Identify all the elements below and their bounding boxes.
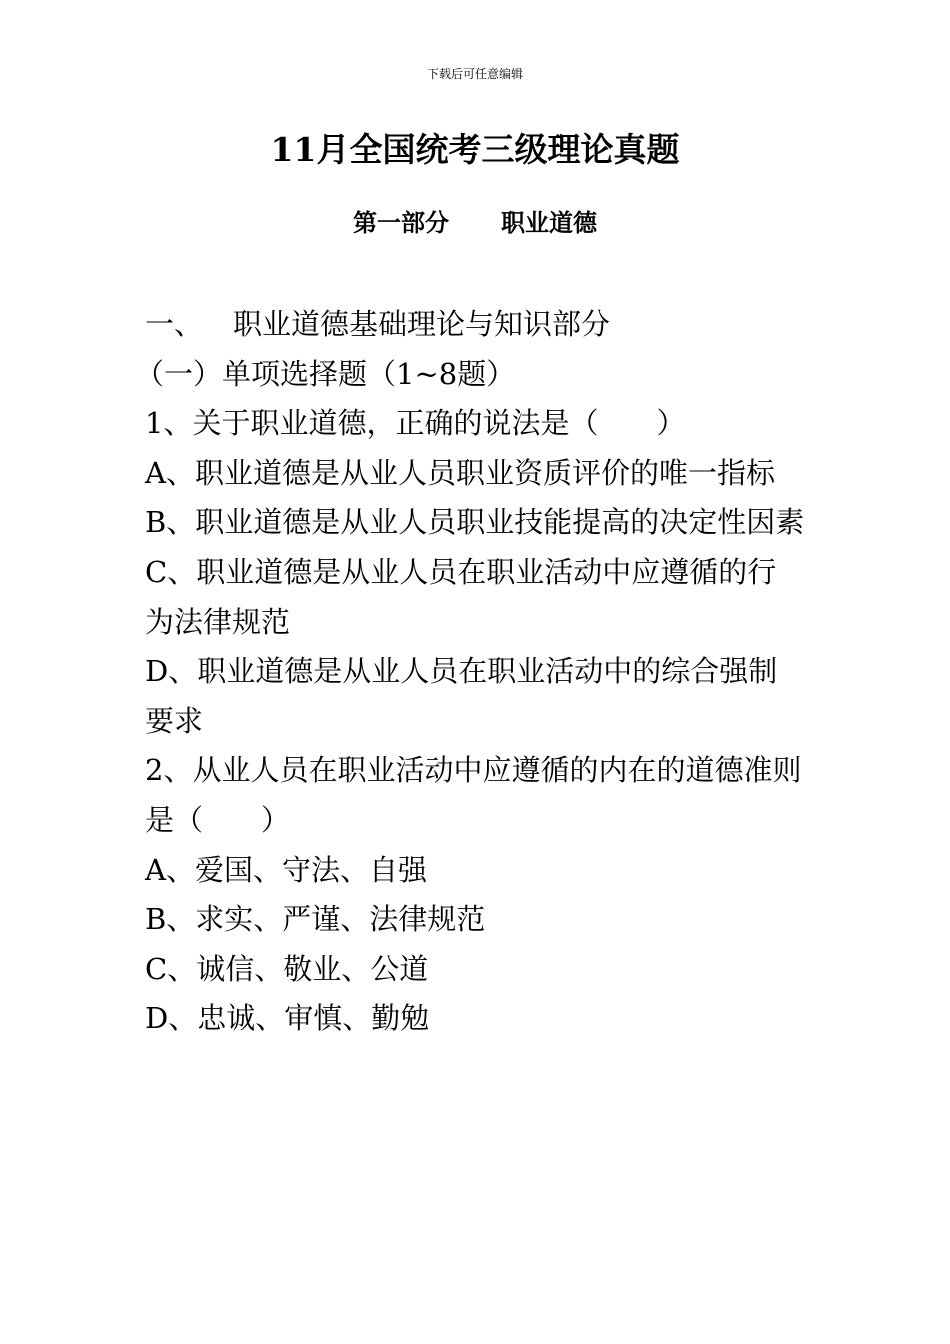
subsection-heading: （一）单项选择题（1~8题） [135, 356, 516, 391]
question-1-stem: 1、关于职业道德，正确的说法是（ ） [145, 406, 686, 441]
question-1-option-b: B、职业道德是从业人员职业技能提高的决定性因素 [145, 505, 805, 540]
question-2-option-d: D、忠诚、审慎、勤勉 [145, 1001, 430, 1036]
question-2-stem: 2、从业人员在职业活动中应遵循的内在的道德准则是（ ） [145, 753, 802, 837]
part-label: 第一部分 [353, 208, 449, 237]
part-name: 职业道德 [501, 208, 597, 237]
document-title: 11月全国统考三级理论真题 [270, 130, 680, 169]
part-heading [0, 206, 950, 240]
question-1-option-d: D、职业道德是从业人员在职业活动中的综合强制要求 [145, 654, 778, 738]
question-2-option-c: C、诚信、敬业、公道 [145, 951, 429, 986]
section-title: 职业道德基础理论与知识部分 [233, 307, 611, 341]
question-2-option-b: B、求实、严谨、法律规范 [145, 902, 486, 937]
header-note: 下载后可任意编辑 [426, 67, 523, 81]
document-body [135, 300, 805, 1044]
section-heading [145, 300, 805, 350]
section-number: 一、 [145, 307, 204, 341]
question-1-option-c: C、职业道德是从业人员在职业活动中应遵循的行为法律规范 [145, 554, 777, 639]
question-1-option-a: A、职业道德是从业人员职业资质评价的唯一指标 [145, 455, 775, 490]
question-2-option-a: A、爱国、守法、自强 [145, 852, 427, 887]
